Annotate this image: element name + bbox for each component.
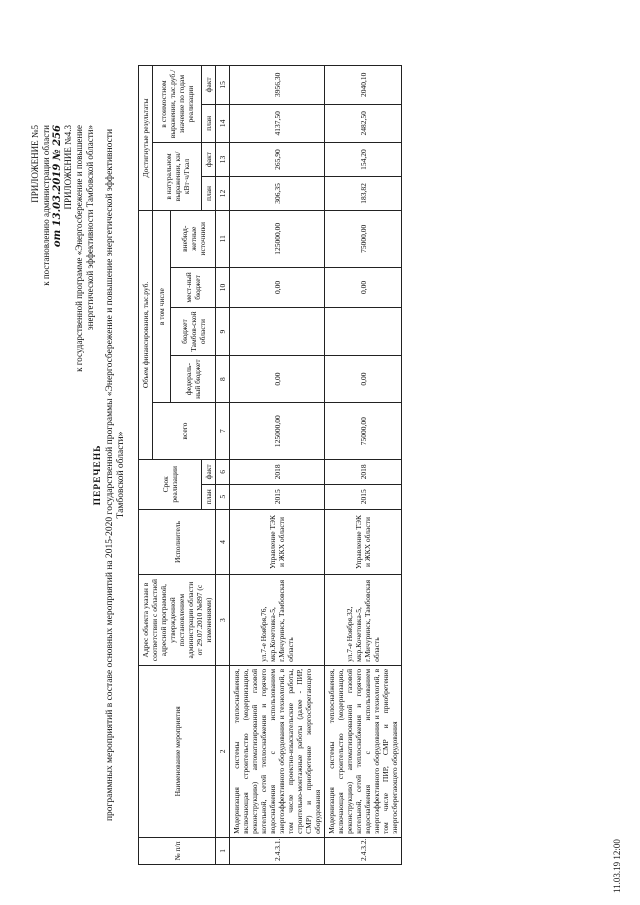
col-number: 1 [216, 837, 230, 864]
col-number: 10 [216, 267, 230, 308]
table-row [325, 66, 402, 865]
hdr-offbudget: внебюд-жетные источники [171, 210, 216, 267]
hdr-federal: федераль-ный бюджет [171, 355, 216, 403]
col-number: 8 [216, 355, 230, 403]
hdr-monetary: в стоимостном выражении, тыс.руб./ значение по годам реализации [153, 66, 202, 143]
document-header [30, 125, 96, 685]
appendix-4-3: ПРИЛОЖЕНИЕ №4.3 [63, 125, 73, 210]
table-row [230, 66, 325, 865]
hdr-term-plan: план [202, 484, 216, 509]
decree-line: к постановлению администрации области [41, 125, 51, 286]
hdr-mon-fact: факт [202, 66, 216, 105]
hdr-term: Срок реализации [139, 459, 202, 509]
row-offbudget: 75000,00 [325, 210, 402, 267]
col-number: 11 [216, 210, 230, 267]
title-line-1: ПЕРЕЧЕНЬ [93, 444, 103, 506]
measures-table [138, 65, 402, 865]
col-number: 15 [216, 66, 230, 105]
hdr-executor: Исполнитель [139, 509, 216, 575]
title-line-3: Тамбовской области» [116, 431, 126, 519]
row-address: ул.7-е Ноября,76, мкр.Кочетовка-5, г.Мичуринск, Тамбовская область [230, 575, 325, 666]
row-local: 0,00 [325, 267, 402, 308]
row-nat-plan: 183,82 [325, 177, 402, 211]
hdr-funding: Объем финансирования, тыс.руб. [139, 210, 153, 459]
title-line-2: программных мероприятий в составе основных мероприятий на 2015-2020 государственной программы «Энергосбережение и повышение энергетической эффективности [104, 128, 115, 822]
row-regional [325, 308, 402, 356]
row-total: 75000,00 [325, 403, 402, 460]
col-number: 13 [216, 143, 230, 177]
row-total: 125000,00 [230, 403, 325, 460]
col-number: 4 [216, 509, 230, 575]
row-executor: Управление ТЭК и ЖКХ области [230, 509, 325, 575]
col-number: 7 [216, 403, 230, 460]
hdr-local: мест-ный бюджет [171, 267, 216, 308]
col-number: 9 [216, 308, 230, 356]
col-number: 6 [216, 459, 230, 484]
appendix-5: ПРИЛОЖЕНИЕ №5 [30, 125, 40, 203]
row-term-plan: 2015 [230, 484, 325, 509]
hdr-regional: бюджет Тамбов-ской области [171, 308, 216, 356]
program-line-1: к государственной программе «Энергосбережение и повышение [74, 125, 84, 372]
hdr-total: всего [153, 403, 216, 460]
row-term-fact: 2018 [325, 459, 402, 484]
row-executor: Управление ТЭК и ЖКХ области [325, 509, 402, 575]
row-federal: 0,00 [230, 355, 325, 403]
hdr-results: Достигнутые результаты [139, 66, 153, 211]
hdr-name: Наименование мероприятия [139, 665, 216, 837]
row-nat-fact: 154,20 [325, 143, 402, 177]
hdr-including: в том числе [153, 210, 171, 402]
hdr-nat-plan: план [202, 177, 216, 211]
col-number: 3 [216, 575, 230, 666]
row-nat-fact: 265,90 [230, 143, 325, 177]
hdr-mon-plan: план [202, 104, 216, 142]
row-offbudget: 125000,00 [230, 210, 325, 267]
row-address: ул.7-е Ноября,32, мкр.Кочетовка-5, г.Мичуринск, Тамбовская область [325, 575, 402, 666]
document-title [93, 85, 128, 865]
row-name: Модернизация системы теплоснабжения, включающая строительство (модернизацию, реконструкцию) автоматизированной газовой котельной, сетей теплоснабжения и горячего водоснабжения с использованием энергоэффективного оборудования и технологий, в том числе проектно-изыскательские работы, строительно-монтажные работы (далее - ПИР, СМР) и приобретение энергосберегающего оборудования [230, 665, 325, 837]
col-number: 2 [216, 665, 230, 837]
row-mon-plan: 4137,50 [230, 104, 325, 142]
row-mon-plan: 2482,50 [325, 104, 402, 142]
hdr-term-fact: факт [202, 459, 216, 484]
row-term-plan: 2015 [325, 484, 402, 509]
hdr-nat-fact: факт [202, 143, 216, 177]
hdr-num: № п/п [139, 837, 216, 864]
col-number: 5 [216, 484, 230, 509]
row-mon-fact: 3956,30 [230, 66, 325, 105]
program-line-2: энергетической эффективности Тамбовской области» [85, 125, 95, 331]
row-num: 2.4.3.1. [230, 837, 325, 864]
row-regional [230, 308, 325, 356]
row-local: 0,00 [230, 267, 325, 308]
col-number: 12 [216, 177, 230, 211]
row-num: 2.4.3.2. [325, 837, 402, 864]
row-nat-plan: 306,35 [230, 177, 325, 211]
row-name: Модернизация системы теплоснабжения, включающая строительство (модернизацию, реконструкцию) автоматизированной газовой котельной, сетей теплоснабжения и горячего водоснабжения с использованием энергоэффективного оборудования и технологий, в том числе ПИР, СМР и приобретение энергосберегающего оборудования [325, 665, 402, 837]
header-row-1 [139, 66, 153, 865]
hdr-address: Адрес объекта указан в соответствии с областной адресной программой, утвержденной постановлением администрации области от 29.07.2010 №897 (с изменениями) [139, 575, 216, 666]
row-term-fact: 2018 [230, 459, 325, 484]
decree-handwritten: от 13.03.2019 № 256 [52, 125, 63, 248]
col-number: 14 [216, 104, 230, 142]
row-federal: 0,00 [325, 355, 402, 403]
row-mon-fact: 2040,10 [325, 66, 402, 105]
column-numbers-row [216, 66, 230, 865]
hdr-natural: в натуральном выражении, кн/кВт·ч/Гкал [153, 143, 202, 211]
print-timestamp: 11.03.19 12:00 [612, 839, 622, 893]
